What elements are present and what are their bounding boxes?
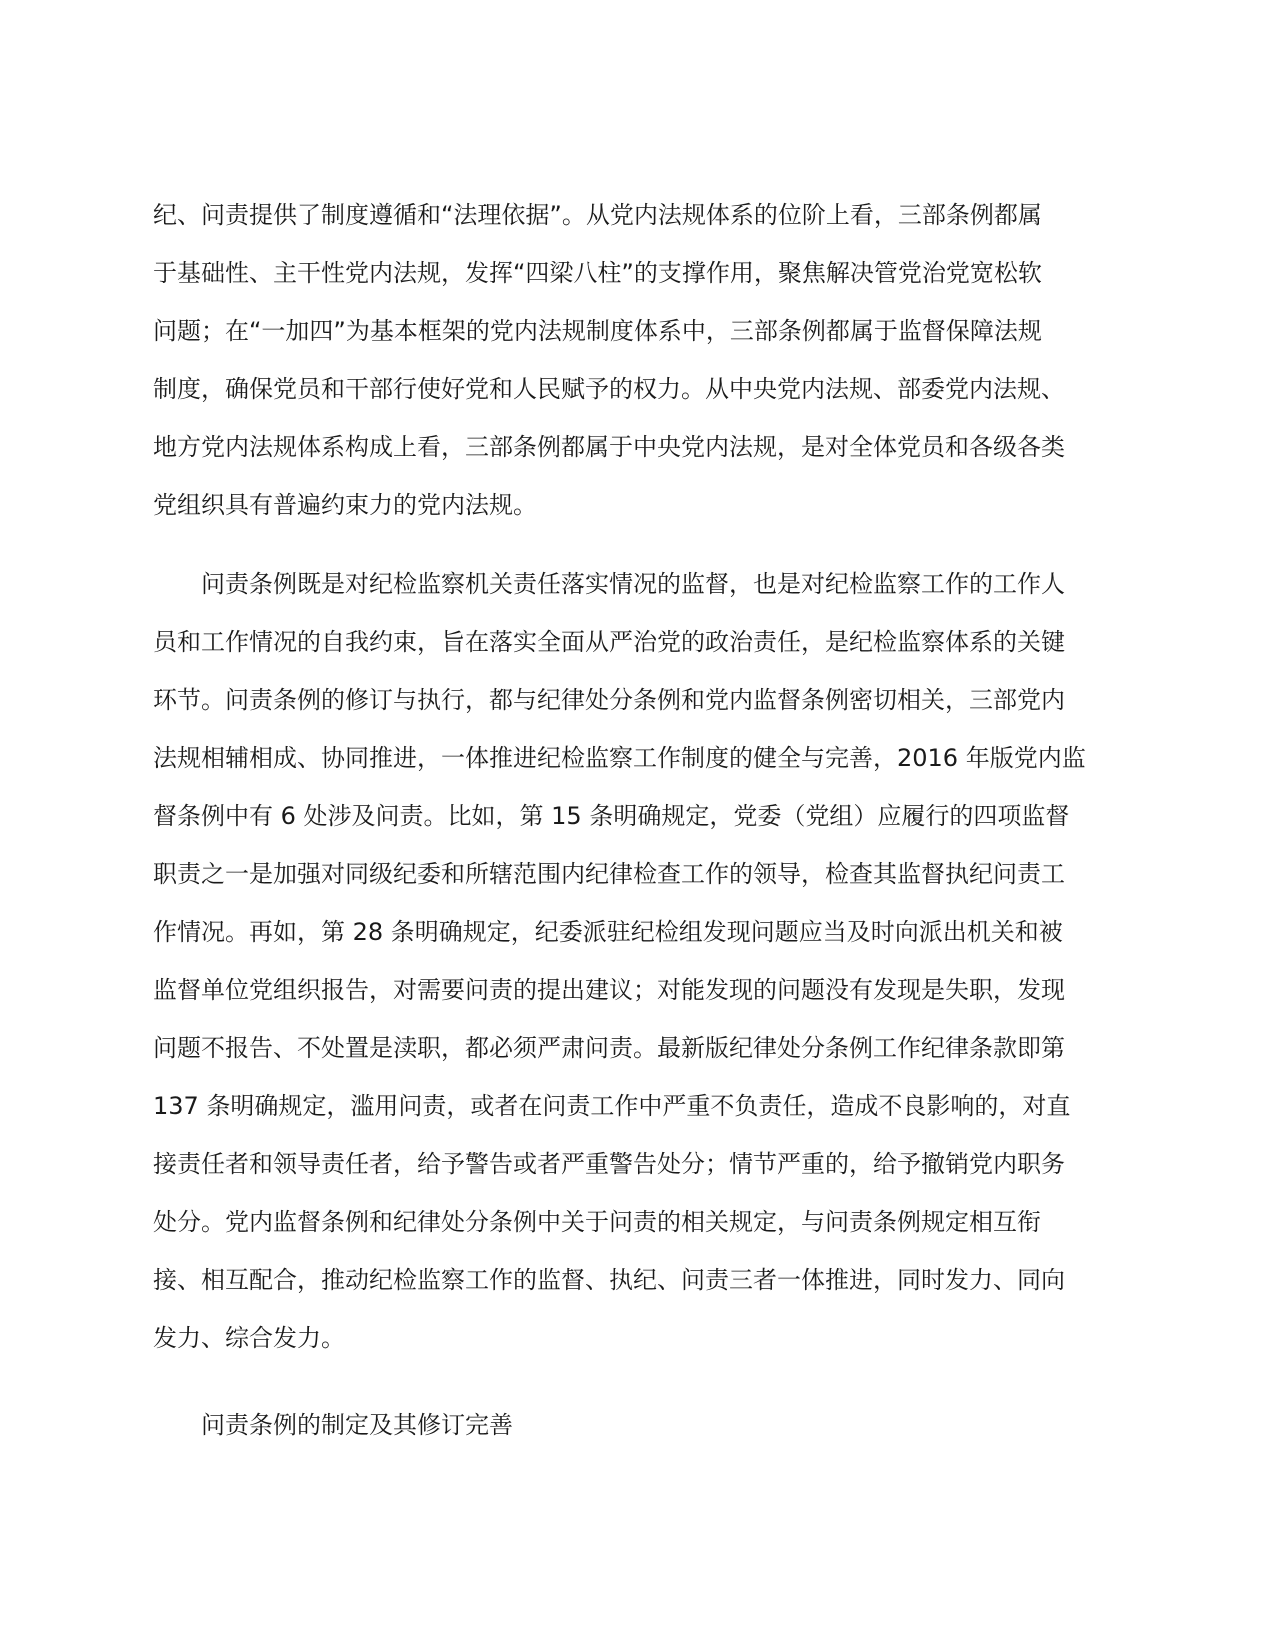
paragraph-line: 法规相辅相成、协同推进，一体推进纪检监察工作制度的健全与完善，2016 年版党内监 bbox=[153, 744, 1086, 772]
paragraph-line: 环节。问责条例的修订与执行，都与纪律处分条例和党内监督条例密切相关，三部党内 bbox=[153, 686, 1065, 714]
paragraph-2 bbox=[153, 555, 1103, 1367]
paragraph-1 bbox=[153, 186, 1103, 534]
paragraph-line: 发力、综合发力。 bbox=[153, 1324, 345, 1352]
paragraph-line: 137 条明确规定，滥用问责，或者在问责工作中严重不负责任，造成不良影响的，对直 bbox=[153, 1092, 1071, 1120]
paragraph-line: 作情况。再如，第 28 条明确规定，纪委派驻纪检组发现问题应当及时向派出机关和被 bbox=[153, 918, 1063, 946]
paragraph-first-line: 问责条例既是对纪检监察机关责任落实情况的监督，也是对纪检监察工作的工作人 bbox=[201, 570, 1065, 598]
paragraph-line: 监督单位党组织报告，对需要问责的提出建议；对能发现的问题没有发现是失职，发现 bbox=[153, 976, 1065, 1004]
paragraph-line: 员和工作情况的自我约束，旨在落实全面从严治党的政治责任，是纪检监察体系的关键 bbox=[153, 628, 1065, 656]
paragraph-line: 职责之一是加强对同级纪委和所辖范围内纪律检查工作的领导，检查其监督执纪问责工 bbox=[153, 860, 1065, 888]
paragraph-line: 督条例中有 6 处涉及问责。比如，第 15 条明确规定，党委（党组）应履行的四项监督 bbox=[153, 802, 1070, 830]
paragraph-line: 问题；在“一加四”为基本框架的党内法规制度体系中，三部条例都属于监督保障法规 bbox=[153, 317, 1042, 345]
paragraph-line: 接责任者和领导责任者，给予警告或者严重警告处分；情节严重的，给予撤销党内职务 bbox=[153, 1150, 1065, 1178]
paragraph-line: 纪、问责提供了制度遵循和“法理依据”。从党内法规体系的位阶上看，三部条例都属 bbox=[153, 201, 1042, 229]
paragraph-line: 于基础性、主干性党内法规，发挥“四梁八柱”的支撑作用，聚焦解决管党治党宽松软 bbox=[153, 259, 1042, 287]
paragraph-line: 地方党内法规体系构成上看，三部条例都属于中央党内法规，是对全体党员和各级各类 bbox=[153, 433, 1065, 461]
paragraph-3-heading bbox=[153, 1396, 1103, 1454]
paragraph-line: 接、相互配合，推动纪检监察工作的监督、执纪、问责三者一体推进，同时发力、同向 bbox=[153, 1266, 1065, 1294]
paragraph-line: 制度，确保党员和干部行使好党和人民赋予的权力。从中央党内法规、部委党内法规、 bbox=[153, 375, 1065, 403]
paragraph-line: 党组织具有普遍约束力的党内法规。 bbox=[153, 491, 537, 519]
section-heading-line: 问责条例的制定及其修订完善 bbox=[201, 1411, 513, 1439]
paragraph-line: 处分。党内监督条例和纪律处分条例中关于问责的相关规定，与问责条例规定相互衔 bbox=[153, 1208, 1041, 1236]
paragraph-line: 问题不报告、不处置是渎职，都必须严肃问责。最新版纪律处分条例工作纪律条款即第 bbox=[153, 1034, 1065, 1062]
